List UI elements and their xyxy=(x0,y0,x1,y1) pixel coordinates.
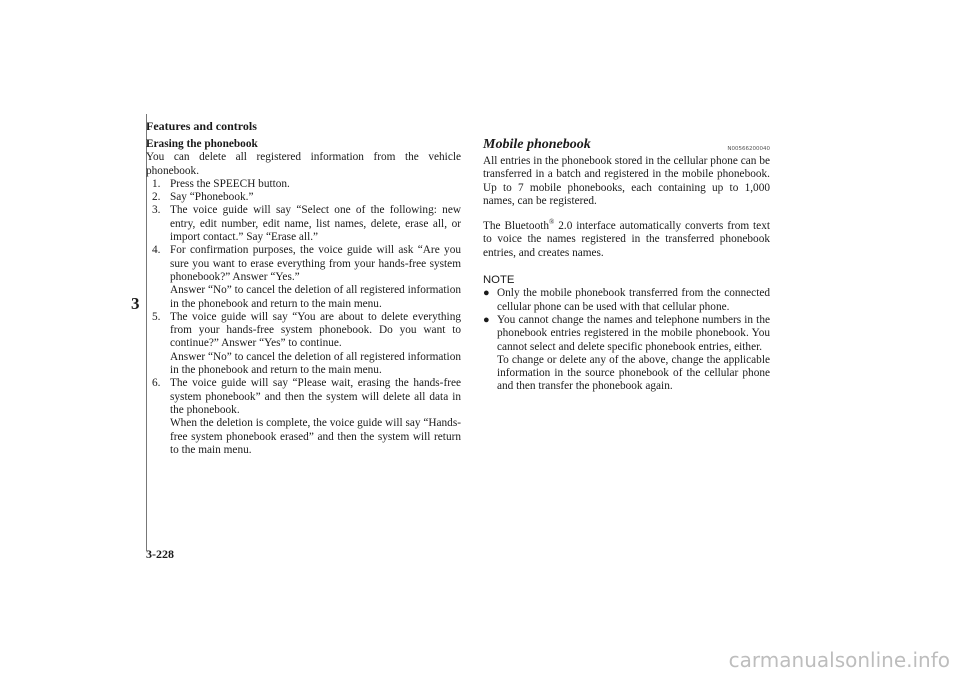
mobile-title-row xyxy=(483,138,770,155)
step-item xyxy=(146,311,461,377)
step-text xyxy=(170,191,461,204)
note-line: Only the mobile phonebook transferred from the connected cellular phone can be used with that cellular phone. xyxy=(497,287,770,313)
step-line: The voice guide will say “You are about to delete everything from your hands-free system phonebook. Do you want to continue?” Answer “Yes” to continue. xyxy=(170,310,461,350)
note-line: To change or delete any of the above, change the applicable information in the source phonebook of the cellular phone and then transfer the phonebook again. xyxy=(497,353,770,393)
page-number: 3-228 xyxy=(146,547,174,561)
step-line: When the deletion is complete, the voice guide will say “Hands-free system phonebook erased” and then the system will return to the main menu. xyxy=(170,417,461,456)
erasing-intro: You can delete all registered information from the vehicle phonebook. xyxy=(146,151,461,177)
note-text xyxy=(497,287,770,314)
section-header: Features and controls xyxy=(146,119,257,133)
step-text xyxy=(170,204,461,244)
chapter-tab xyxy=(129,114,147,551)
step-line: The voice guide will say “Please wait, erasing the hands-free system phonebook” and then the system will delete all data in the phonebook. xyxy=(170,377,461,416)
step-line: Answer “No” to cancel the deletion of all registered information in the phonebook and return to the main menu. xyxy=(170,350,461,377)
mobile-title: Mobile phonebook xyxy=(483,137,591,152)
chapter-number: 3 xyxy=(131,294,140,313)
mobile-para-1: All entries in the phonebook stored in the cellular phone can be transferred in a batch and registered in the mobile phonebook. Up to 7 mobile phonebooks, each containing up to 1,000 names, can be registered. xyxy=(483,155,770,207)
step-line: Say “Phonebook.” xyxy=(170,191,254,204)
bluetooth-text: The Bluetooth xyxy=(483,220,550,233)
erasing-title: Erasing the phonebook xyxy=(146,138,258,150)
step-item xyxy=(146,204,461,244)
step-text xyxy=(170,311,461,377)
step-item xyxy=(146,377,461,457)
step-line: The voice guide will say “Select one of the following: new entry, edit number, edit name, list names, delete, erase all, or import contact.” Say “Erase all.” xyxy=(170,204,461,244)
erasing-section xyxy=(146,138,461,457)
bullet-icon: ● xyxy=(483,287,490,300)
step-text xyxy=(170,377,461,457)
step-line: For confirmation purposes, the voice guide will ask “Are you sure you want to erase everything from your hands-free system phonebook?” Answer “Yes.” xyxy=(170,244,461,283)
note-list xyxy=(483,287,770,393)
step-number: 3. xyxy=(152,204,161,217)
section-code: N00566200040 xyxy=(727,146,770,152)
step-line: Answer “No” to cancel the deletion of all registered information in the phonebook and return to the main menu. xyxy=(170,284,461,310)
mobile-para-2 xyxy=(483,220,770,260)
note-label: NOTE xyxy=(483,274,515,287)
note-line: You cannot change the names and telephone numbers in the phonebook entries registered in the mobile phonebook. You cannot select and delete specific phonebook entries, either. xyxy=(497,313,770,353)
step-number: 4. xyxy=(152,244,161,257)
step-number: 6. xyxy=(152,377,161,390)
note-text xyxy=(497,314,770,394)
step-number: 2. xyxy=(152,191,161,204)
bluetooth-text-rest: 2.0 interface automatically converts from text to voice the names registered in the transferred phonebook entries, and creates names. xyxy=(483,220,770,259)
step-text xyxy=(170,244,461,310)
mobile-section xyxy=(483,138,770,394)
erasing-steps xyxy=(146,178,461,457)
step-item xyxy=(146,244,461,310)
step-number: 5. xyxy=(152,310,161,323)
step-line: Press the SPEECH button. xyxy=(170,177,290,190)
step-number: 1. xyxy=(152,177,161,190)
step-text xyxy=(170,178,461,191)
step-item xyxy=(146,178,461,191)
registered-mark: ® xyxy=(549,218,555,227)
note-item xyxy=(483,287,770,314)
step-item xyxy=(146,191,461,204)
note-item xyxy=(483,314,770,394)
bullet-icon: ● xyxy=(483,313,490,326)
watermark-logo: carmanualsonline.info xyxy=(728,648,950,672)
